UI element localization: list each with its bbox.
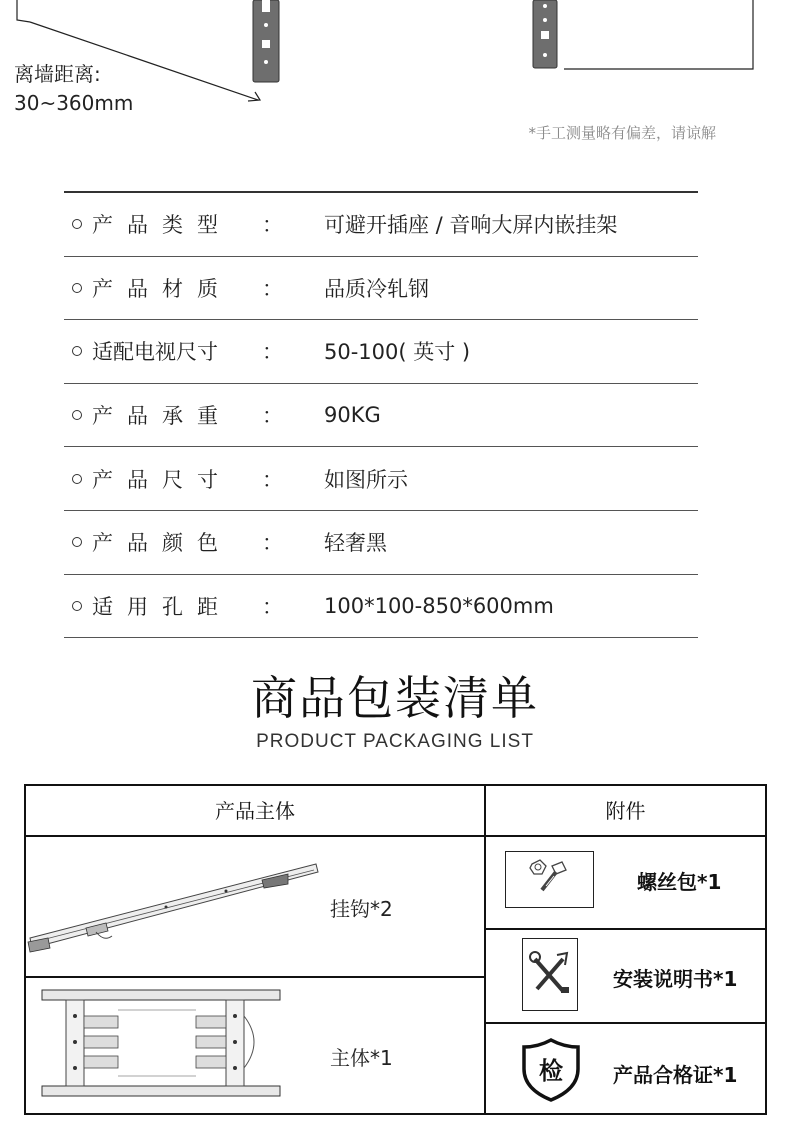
- certificate-label: 产品合格证*1: [613, 1063, 738, 1087]
- spec-value: 如图所示: [324, 467, 408, 492]
- bullet-icon: [72, 537, 82, 547]
- spec-colon: ：: [262, 467, 283, 492]
- spec-row-hole-spacing: [64, 575, 698, 639]
- packaging-title: 商品包装清单: [251, 671, 539, 725]
- spec-row-tv-size: [64, 320, 698, 384]
- packaging-table-header: [26, 786, 765, 837]
- spec-key: 产品颜色: [92, 531, 232, 556]
- spec-colon: ：: [262, 531, 283, 556]
- hook-item-label: 挂钩*2: [330, 897, 393, 921]
- screw-bag-icon: [505, 851, 594, 908]
- spec-colon: ：: [262, 213, 283, 238]
- wall-distance-diagram: [0, 0, 790, 160]
- tools-icon: [522, 938, 578, 1011]
- spec-value: 可避开插座 / 音响大屏内嵌挂架: [324, 213, 618, 238]
- certificate-shield-icon: [518, 1037, 584, 1103]
- spec-key: 适配电视尺寸: [92, 340, 218, 365]
- spec-colon: ：: [262, 276, 283, 301]
- bullet-icon: [72, 474, 82, 484]
- bullet-icon: [72, 601, 82, 611]
- row-divider: [486, 928, 767, 930]
- spec-row-color: [64, 511, 698, 575]
- spec-key: 产品材质: [92, 276, 232, 301]
- spec-row-material: [64, 257, 698, 321]
- certificate-mark: 检: [539, 1057, 563, 1085]
- spec-row-type: [64, 193, 698, 257]
- packaging-subtitle: PRODUCT PACKAGING LIST: [256, 731, 534, 752]
- spec-key: 产品尺寸: [92, 467, 232, 492]
- bullet-icon: [72, 283, 82, 293]
- main-bracket-image: [36, 986, 286, 1108]
- spec-key: 产品承重: [92, 404, 232, 429]
- bullet-icon: [72, 219, 82, 229]
- wall-distance-value: 30~360mm: [14, 91, 134, 115]
- measurement-disclaimer: *手工测量略有偏差，请谅解: [528, 124, 716, 142]
- main-body-column-header: 产品主体: [215, 799, 295, 823]
- row-divider: [26, 976, 484, 978]
- accessories-column-header: 附件: [484, 786, 765, 837]
- spec-value: 100*100-850*600mm: [324, 593, 554, 618]
- spec-value: 50-100( 英寸 ): [324, 340, 471, 365]
- column-divider: [484, 837, 486, 1115]
- spec-key: 适用孔距: [92, 594, 232, 619]
- wall-distance-label: [14, 60, 133, 118]
- row-divider: [486, 1022, 767, 1024]
- spec-row-dimensions: [64, 447, 698, 511]
- spec-colon: ：: [262, 404, 283, 429]
- spec-colon: ：: [262, 594, 283, 619]
- manual-label: 安装说明书*1: [613, 967, 738, 991]
- wall-distance-title: 离墙距离:: [14, 62, 101, 86]
- packaging-list-table: [24, 784, 767, 1115]
- bullet-icon: [72, 346, 82, 356]
- spec-key: 产品类型: [92, 213, 232, 238]
- spec-value: 品质冷轧钢: [324, 276, 429, 301]
- hook-rail-image: [26, 858, 326, 958]
- spec-colon: ：: [262, 340, 283, 365]
- bullet-icon: [72, 410, 82, 420]
- product-spec-table: [64, 191, 698, 638]
- main-body-item-label: 主体*1: [330, 1046, 393, 1070]
- screw-bag-label: 螺丝包*1: [637, 870, 722, 894]
- spec-value: 轻奢黑: [324, 531, 387, 556]
- spec-row-load: [64, 384, 698, 448]
- spec-value: 90KG: [324, 403, 381, 428]
